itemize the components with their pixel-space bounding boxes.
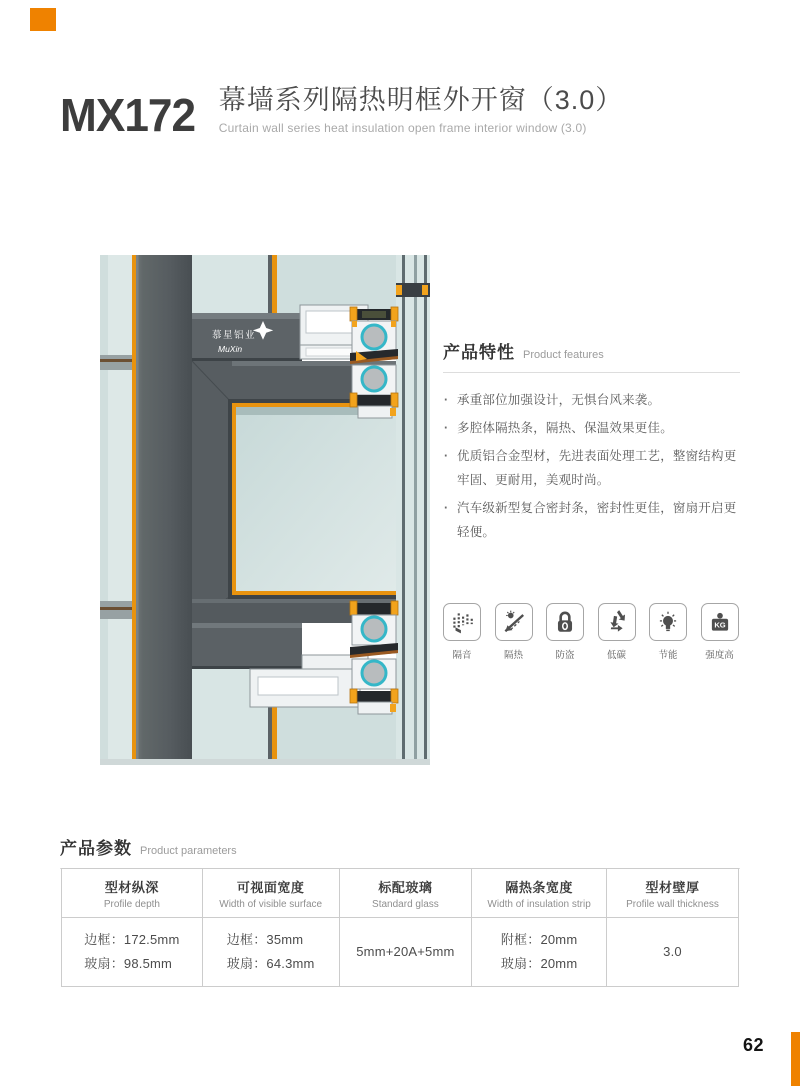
table-cell: 附框：20mm 玻扇：20mm — [472, 918, 607, 987]
badge-label: 低碳 — [606, 650, 626, 661]
badge-label: 防盗 — [555, 650, 575, 661]
model-code: MX172 — [60, 89, 196, 141]
table-header-row — [62, 869, 739, 918]
badge-high-strength — [701, 603, 739, 661]
recycle-icon — [604, 609, 630, 635]
badge-label: 隔音 — [452, 650, 472, 661]
parameters-heading — [60, 834, 740, 859]
feature-icon-badges — [443, 603, 739, 661]
badge-label: 强度高 — [705, 650, 734, 661]
badge-label: 节能 — [658, 650, 678, 661]
features-heading-en: Product features — [523, 349, 604, 361]
heat-insulation-icon — [501, 609, 527, 635]
kg-weight-icon — [707, 609, 733, 635]
features-heading-cn: 产品特性 — [443, 343, 515, 362]
light-bulb-icon — [655, 609, 681, 635]
product-render-image — [100, 255, 430, 765]
column-header: 可视面宽度 Width of visible surface — [202, 869, 339, 918]
badge-sound-insulation — [443, 603, 481, 661]
parameters-heading-cn: 产品参数 — [60, 839, 132, 858]
table-row — [62, 918, 739, 987]
padlock-icon — [552, 609, 578, 635]
brand-logo-en: MuXin — [218, 344, 243, 354]
brand-logo-cn: 慕星铝业 — [212, 330, 257, 341]
parameters-table — [61, 868, 739, 987]
feature-item: · 多腔体隔热条，隔热、保温效果更佳。 — [443, 416, 740, 440]
badge-label: 隔热 — [503, 650, 523, 661]
column-header: 标配玻璃 Standard glass — [339, 869, 472, 918]
column-header: 型材壁厚 Profile wall thickness — [606, 869, 738, 918]
profile-cross-section-illustration — [100, 255, 430, 765]
feature-item: · 优质铝合金型材，先进表面处理工艺，整窗结构更牢固、更耐用，美观时尚。 — [443, 444, 740, 492]
table-cell: 3.0 — [606, 918, 738, 987]
column-header: 隔热条宽度 Width of insulation strip — [472, 869, 607, 918]
vertical-mullion — [136, 255, 192, 765]
parameters-heading-en: Product parameters — [140, 845, 237, 857]
features-list — [443, 388, 740, 544]
features-divider — [443, 372, 740, 373]
accent-page-edge-bar — [791, 1032, 800, 1086]
table-cell: 边框：35mm 玻扇：64.3mm — [202, 918, 339, 987]
bottom-transom — [192, 623, 302, 669]
glass-left-pane — [100, 255, 136, 765]
features-heading — [443, 338, 740, 363]
product-title-en: Curtain wall series heat insulation open frame interior window (3.0) — [218, 120, 587, 135]
title-block — [219, 84, 624, 135]
table-cell: 边框：172.5mm 玻扇：98.5mm — [62, 918, 203, 987]
badge-low-carbon — [598, 603, 636, 661]
product-title-cn: 幕墙系列隔热明框外开窗（3.0） — [218, 85, 624, 115]
feature-item: · 承重部位加强设计，无惧台风来袭。 — [443, 388, 740, 412]
column-header: 型材纵深 Profile depth — [62, 869, 203, 918]
page-header — [60, 84, 624, 141]
badge-heat-insulation — [495, 603, 533, 661]
feature-item: · 汽车级新型复合密封条，密封性更佳，窗扇开启更轻便。 — [443, 496, 740, 544]
badge-anti-theft — [546, 603, 584, 661]
badge-energy-saving — [649, 603, 687, 661]
product-features-section — [443, 338, 740, 548]
product-parameters-section — [60, 834, 740, 869]
svg-text:KG: KG — [713, 620, 726, 630]
accent-corner-square — [30, 8, 56, 31]
sound-insulation-icon — [449, 609, 475, 635]
glass-edge-columns — [396, 255, 430, 765]
render-base-edge — [100, 759, 430, 765]
table-cell: 5mm+20A+5mm — [339, 918, 472, 987]
page-number: 62 — [742, 1035, 764, 1055]
